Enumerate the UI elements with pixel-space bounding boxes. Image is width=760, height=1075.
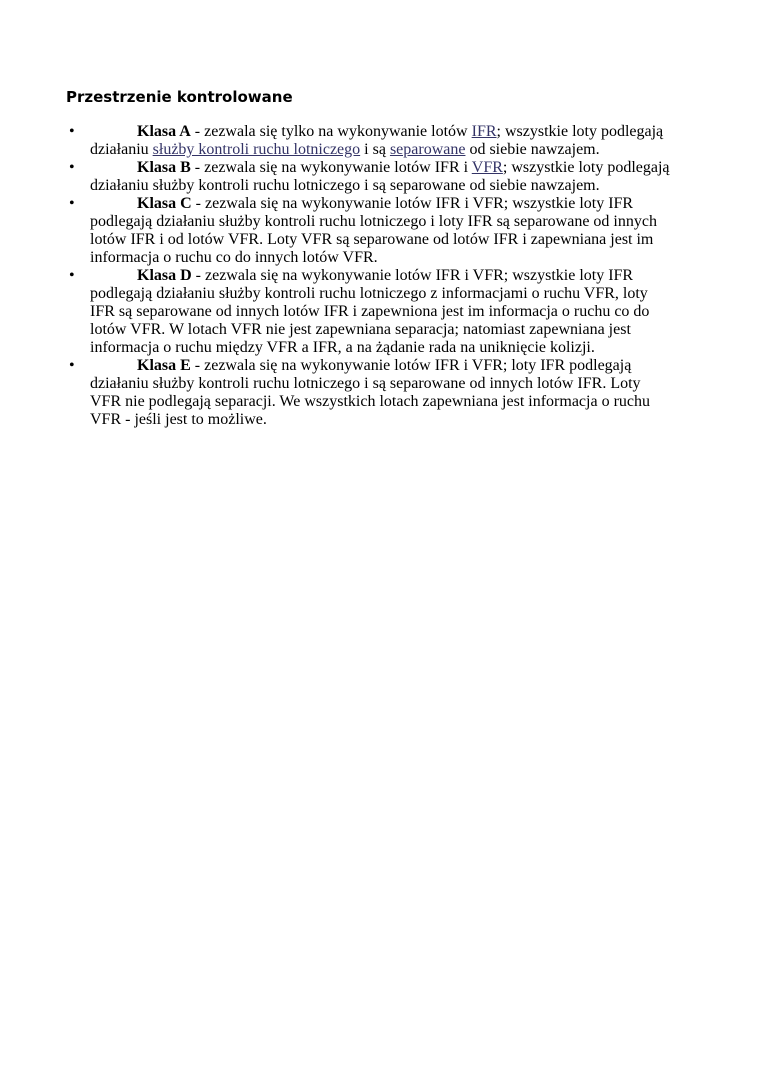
list-item-klasa-d: [69, 267, 670, 357]
bullet-icon: •: [69, 195, 75, 212]
bullet-icon: •: [69, 267, 75, 284]
text-run: od siebie nawzajem.: [465, 141, 600, 158]
text-run: ; wszystkie loty podlegają działaniu: [90, 123, 664, 158]
class-c-label: Klasa C: [137, 195, 192, 212]
ifr-link[interactable]: IFR: [471, 123, 497, 140]
vfr-link[interactable]: VFR: [471, 159, 503, 176]
text-run: i są: [360, 141, 390, 158]
text-run: - zezwala się na wykonywanie lotów IFR i: [190, 159, 472, 176]
airspace-class-list: [66, 123, 760, 429]
list-item-klasa-a: [69, 123, 670, 159]
atc-service-link[interactable]: służby kontroli ruchu lotniczego: [152, 141, 361, 158]
class-a-label: Klasa A: [137, 123, 191, 140]
text-run: ; wszystkie loty podlegają działaniu służby kontroli ruchu lotniczego i są separowane od siebie nawzajem.: [90, 159, 670, 194]
section-heading: Przestrzenie kontrolowane: [66, 88, 293, 106]
list-item-klasa-e: [69, 357, 670, 429]
bullet-icon: •: [69, 159, 75, 176]
text-run: - zezwala się na wykonywanie lotów IFR i VFR; loty IFR podlegają działaniu służby kontroli ruchu lotniczego i są separowane od innych lotów IFR. Loty VFR nie podlegają separacji. We wszystkich lotach zapewniana jest informacja o ruchu VFR - jeśli jest to możliwe.: [90, 357, 650, 428]
separated-link[interactable]: separowane: [389, 141, 466, 158]
text-run: - zezwala się tylko na wykonywanie lotów: [190, 123, 472, 140]
bullet-icon: •: [69, 357, 75, 374]
text-run: - zezwala się na wykonywanie lotów IFR i VFR; wszystkie loty IFR podlegają działaniu służby kontroli ruchu lotniczego i loty IFR są separowane od innych lotów IFR i od lotów VFR. Loty VFR są separowane od lotów IFR i zapewniana jest im informacja o ruchu co do innych lotów VFR.: [90, 195, 657, 266]
class-b-label: Klasa B: [137, 159, 191, 176]
class-d-label: Klasa D: [137, 267, 192, 284]
bullet-icon: •: [69, 123, 75, 140]
text-run: - zezwala się na wykonywanie lotów IFR i VFR; wszystkie loty IFR podlegają działaniu służby kontroli ruchu lotniczego z informacjami o ruchu VFR, loty IFR są separowane od innych lotów IFR i zapewniona jest im informacja o ruchu co do lotów VFR. W lotach VFR nie jest zapewniana separacja; natomiast zapewniana jest informacja o ruchu między VFR a IFR, a na żądanie rada na uniknięcie kolizji.: [90, 267, 650, 356]
list-item-klasa-b: [69, 159, 670, 195]
list-item-klasa-c: [69, 195, 670, 267]
class-e-label: Klasa E: [137, 357, 191, 374]
